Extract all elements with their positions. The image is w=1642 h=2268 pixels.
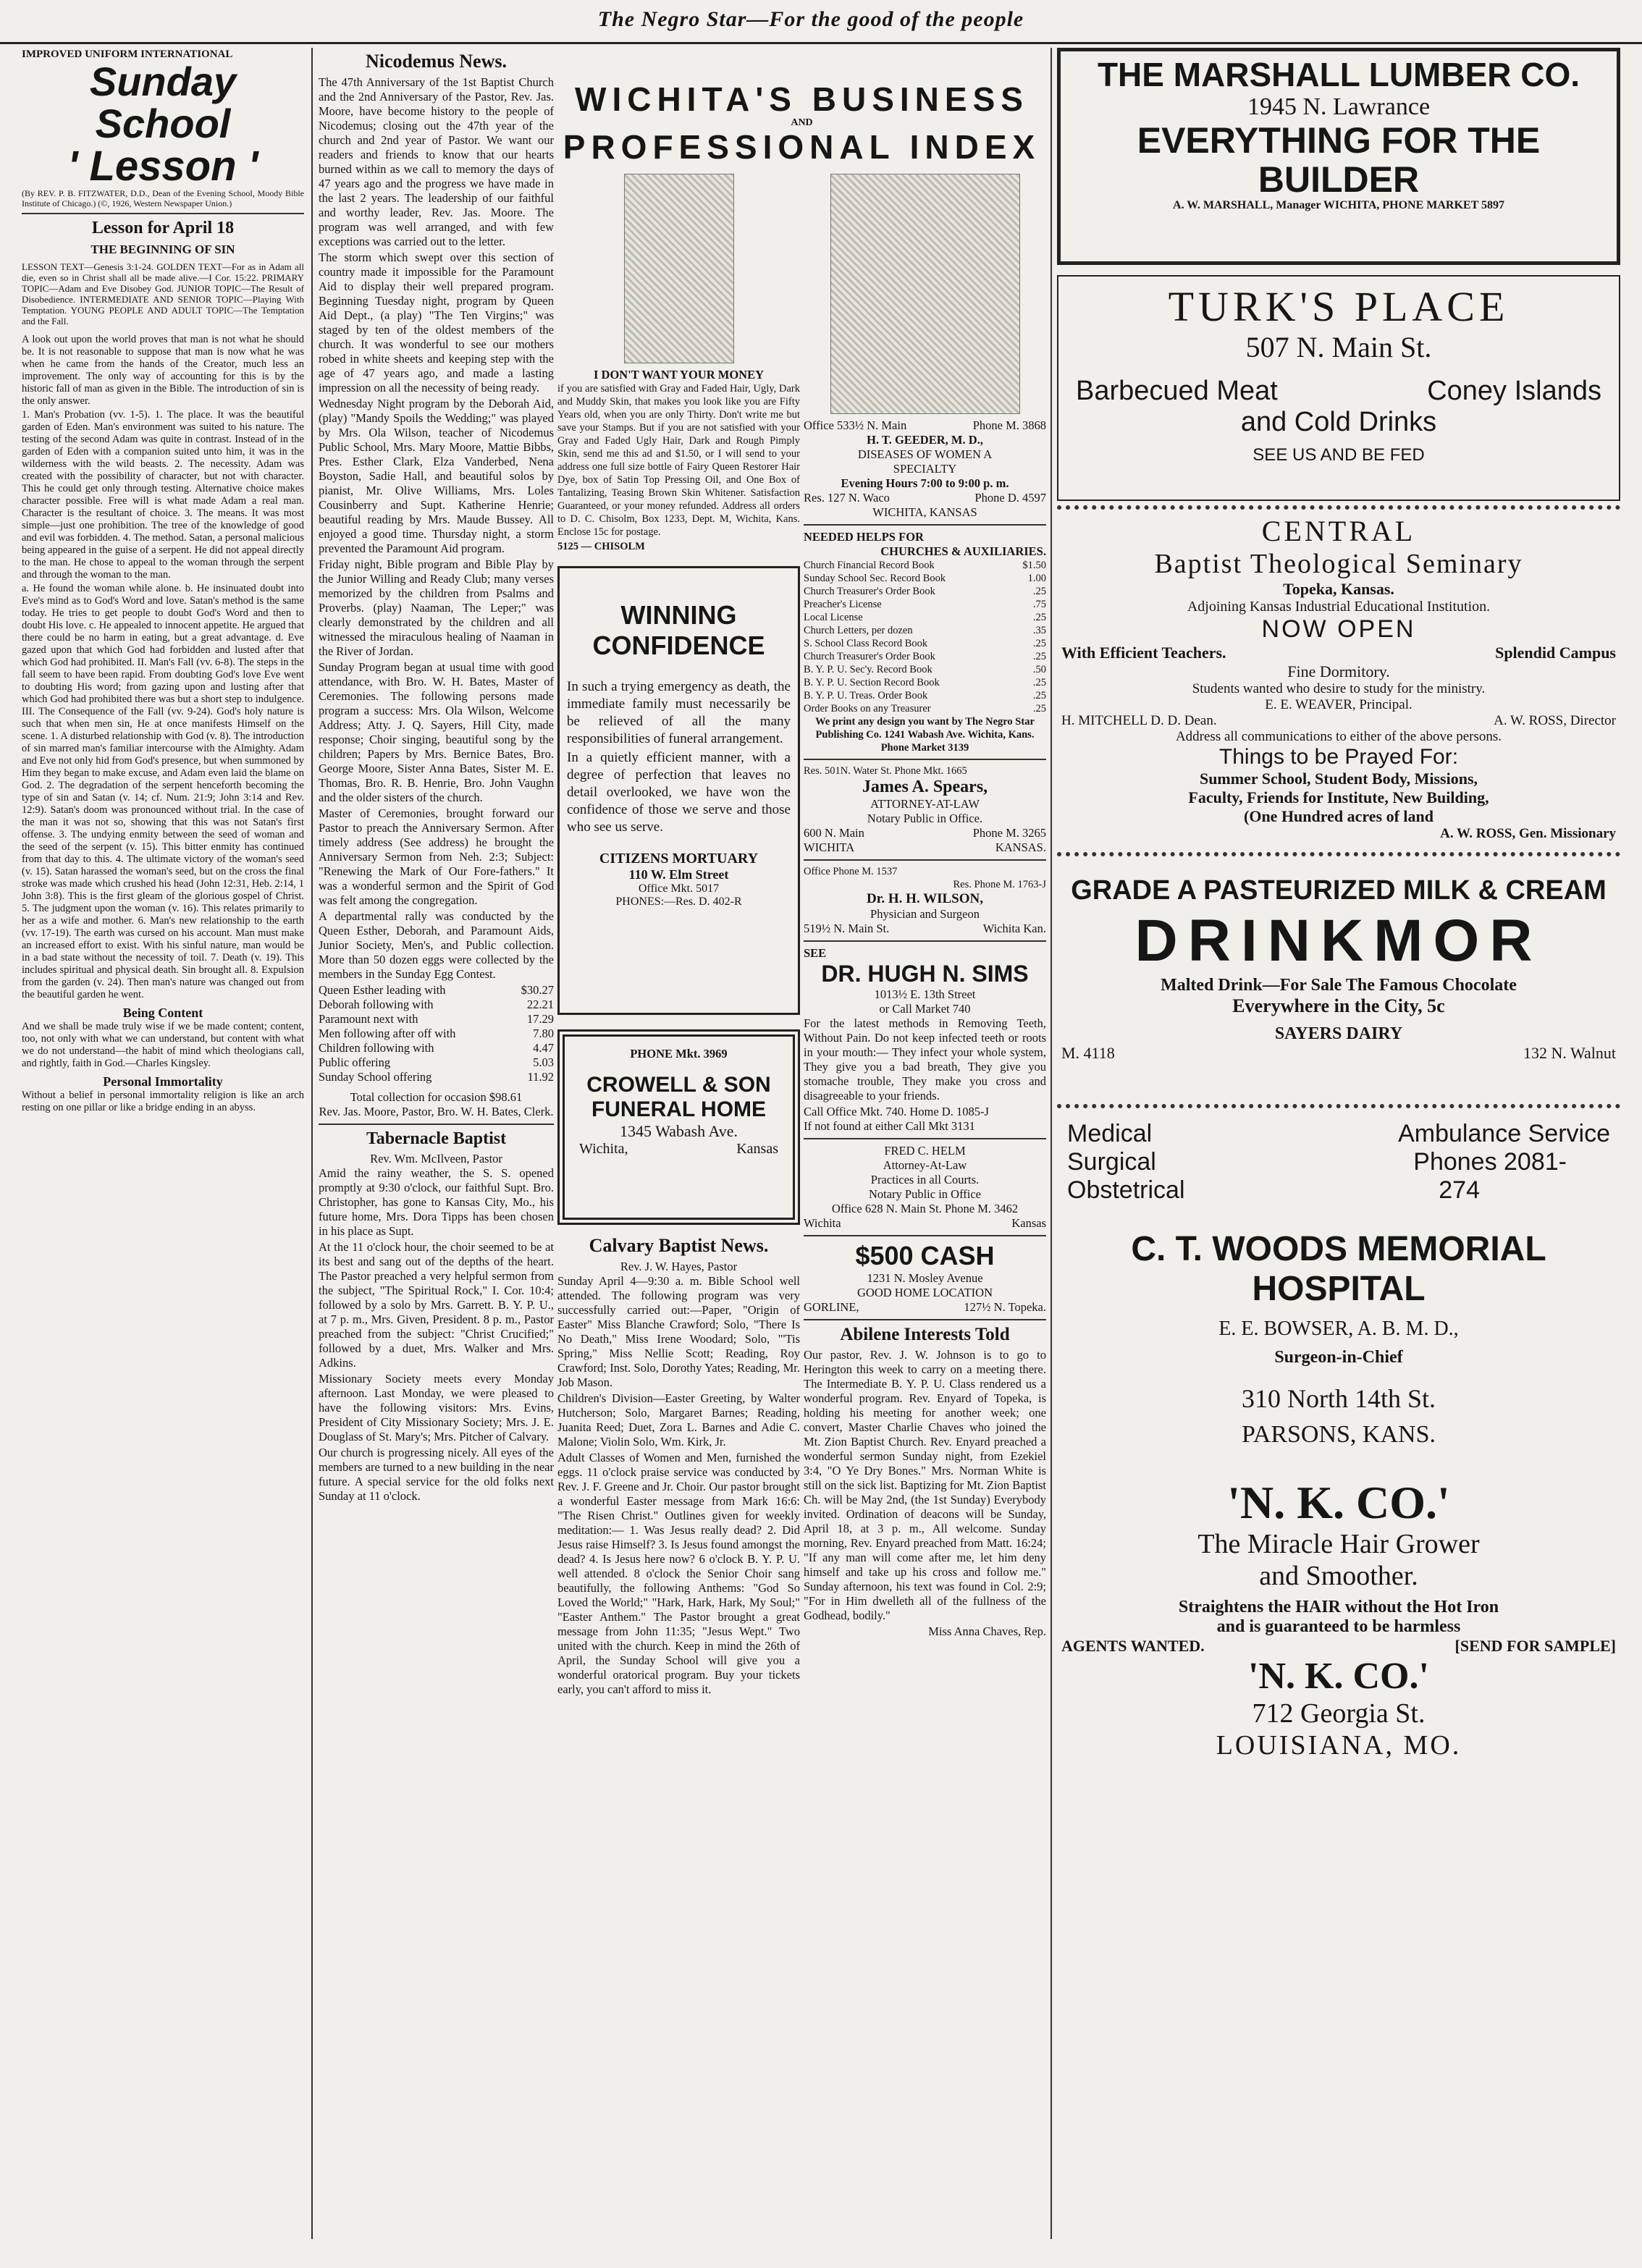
crowell-name: CROWELL & SON xyxy=(586,1073,771,1097)
spears-title: ATTORNEY-AT-LAW xyxy=(870,797,980,811)
collection-row: Sunday School offering 11.92 xyxy=(319,1070,554,1084)
marshall-lumber-ad xyxy=(1057,48,1620,265)
helm-courts: Practices in all Courts. xyxy=(870,1173,980,1186)
abilene-heading: Abilene Interests Told xyxy=(840,1325,1010,1344)
nicodemus-paragraph: Wednesday Night program by the Deborah Aid, (play) "Mandy Spoils the Wedding;" was played by Mrs. Ola Wilson, teacher of Nicodemus Public School, Mrs. Mary Moore, Mattie Bibbs, Pres. Esther Clark, Elza Vanderbed, Nena Boyston, Sadie Hall, and beautiful solos by pianist, Mr. Olive Williams, Mrs. Loles Cousinberry and Supt. Katherine Henrie; beautiful reading by Mrs. Maude Bussey. All enjoyed a good time. Thursday night, a storm prevented the Paramount Aid program. xyxy=(319,397,554,555)
nicodemus-paragraph: A departmental rally was conducted by the Queen Esther, Deborah, and Paramount Aids, Junior Society, Men's, and Public collection. More than 50 dozen eggs were collected by the members in the Sunday Egg Contest. xyxy=(319,909,554,981)
drinkmor-dairy: SAYERS DAIRY xyxy=(1274,1024,1403,1043)
winning-title-1: WINNING xyxy=(620,600,737,630)
woods-city: PARSONS, KANS. xyxy=(1241,1421,1436,1448)
helps-item: Preacher's License .75 xyxy=(804,599,1046,610)
geeder-hours: Evening Hours 7:00 to 9:00 p. m. xyxy=(841,476,1009,490)
geeder-portrait xyxy=(830,174,1020,414)
nk-co-ad xyxy=(1057,1456,1620,1761)
spears-phone: Phone M. 3265 xyxy=(972,826,1046,840)
column-rule xyxy=(311,48,313,2239)
seminary-adjoin: Adjoining Kansas Industrial Educational Institution. xyxy=(1187,599,1491,615)
nicodemus-signoff: Rev. Jas. Moore, Pastor, Bro. W. H. Bates, Clerk. xyxy=(319,1105,554,1118)
nicodemus-paragraph: The 47th Anniversary of the 1st Baptist Church and the 2nd Anniversary of the Pastor, Rev. Jas. Moore, have become history to the people of Nicodemus; closing out the 47th year of the church and 2nd year of Pastor. We want our readers and friends to know that our hearts burned within as we call to memory the days of 47 years ago and the progress we have made in the last 2 years. The leadership of our faithful and worthy leader, Rev. Jas. Moore. The program was well arranged, and with few exceptions was carried out to the letter. xyxy=(319,75,554,248)
winning-paragraph: In a quietly efficient manner, with a degree of perfection that leaves no detail overlooked, we have won the confidence of those we serve and those who see us serve. xyxy=(567,750,791,835)
chisolm-sign: 5125 — CHISOLM xyxy=(557,541,645,552)
winning-address: 110 W. Elm Street xyxy=(628,867,729,882)
tabernacle-paragraph: At the 11 o'clock hour, the choir seemed to be at its best and sang out of the depths of the heart. The Pastor preached a very helpful sermon from the subject, "The Spiritual Rock," I. Cor. 10:4; followed by a solo by Mrs. Garrett. B. Y. P. U., at 7 p. m., Mrs. Given, President. 8 p. m., Pastor preached from the subject: "Christ Crucified;" followed by a duet, Mrs. Walker and Mrs. Adkins. xyxy=(319,1240,554,1370)
collection-row: Paramount next with 17.29 xyxy=(319,1012,554,1026)
helps-item: Local License .25 xyxy=(804,612,1046,623)
immortality-heading: Personal Immortality xyxy=(103,1074,223,1089)
helps-item: Order Books on any Treasurer .25 xyxy=(804,703,1046,714)
geeder-name: H. T. GEEDER, M. D., xyxy=(867,433,983,447)
calvary-heading: Calvary Baptist News. xyxy=(589,1235,769,1256)
woods-title: Surgeon-in-Chief xyxy=(1274,1348,1403,1367)
crowell-funeral-ad xyxy=(557,1029,800,1225)
abilene-sign: Miss Anna Chaves, Rep. xyxy=(928,1624,1046,1638)
drinkmor-line: Malted Drink—For Sale The Famous Chocolate xyxy=(1161,976,1517,995)
ambulance-right: Ambulance Service xyxy=(1398,1120,1610,1147)
collection-table xyxy=(319,983,554,1084)
helps-heading: NEEDED HELPS FOR xyxy=(804,530,924,544)
geeder-city: WICHITA, KANSAS xyxy=(872,505,977,519)
crowell-home: FUNERAL HOME xyxy=(591,1097,767,1121)
nicodemus-paragraph: The storm which swept over this section of country made it impossible for the Paramount Aid to display their well prepared program. Beginning Tuesday night, program by Queen Aid Dept., (a play) "The Ten Virgins;" was staged by ten of the oldest members of the church. It was wonderful to see our mothers robed in white sheets and keeping step with the age of 47 years ago, and made a lasting impression on all the necessity of being ready. xyxy=(319,250,554,395)
nk-tagline: The Miracle Hair Grower xyxy=(1197,1529,1480,1559)
calvary-pastor: Rev. J. W. Hayes, Pastor xyxy=(620,1260,738,1273)
collection-row: Public offering 5.03 xyxy=(319,1055,554,1069)
helm-address: Office 628 N. Main St. Phone M. 3462 xyxy=(831,1202,1019,1215)
woods-hospital-ad xyxy=(1057,1212,1620,1456)
lesson-kicker: IMPROVED UNIFORM INTERNATIONAL xyxy=(22,49,233,60)
calvary-paragraph: Children's Division—Easter Greeting, by Walter Hutcherson; Solo, Margaret Barnes; Reading, Juanita Reed; Duet, Zora L. Barnes and Adie C. Malone; Violin Solo, Wm. Kirk, Jr. xyxy=(557,1391,800,1449)
index-column-left xyxy=(557,174,800,2239)
seminary-ad xyxy=(1057,514,1620,842)
helps-item: Sunday School Sec. Record Book 1.00 xyxy=(804,573,1046,584)
chisolm-portrait xyxy=(624,174,734,363)
seminary-pray-item: Summer School, Student Body, Missions, xyxy=(1199,770,1478,788)
turks-name: TURK'S PLACE xyxy=(1168,283,1510,330)
helm-title: Attorney-At-Law xyxy=(883,1158,967,1172)
geeder-phone: Phone M. 3868 xyxy=(972,418,1046,432)
masthead: The Negro Star—For the good of the people xyxy=(597,7,1024,31)
wilson-title: Physician and Surgeon xyxy=(870,907,980,921)
winning-title-2: CONFIDENCE xyxy=(592,631,765,660)
tabernacle-heading: Tabernacle Baptist xyxy=(366,1129,507,1148)
seminary-wanted: Students wanted who desire to study for the ministry. xyxy=(1192,681,1486,696)
cash-location: GOOD HOME LOCATION xyxy=(857,1286,993,1299)
turks-tagline: SEE US AND BE FED xyxy=(1252,445,1425,465)
turks-item: Coney Islands xyxy=(1427,376,1601,406)
seminary-ross: A. W. ROSS, Gen. Missionary xyxy=(1440,826,1616,841)
helps-footer: We print any design you want by The Negro Star Publishing Co. 1241 Wabash Ave. Wichita, Kans. Phone Market 3139 xyxy=(815,716,1035,754)
seminary-name: Baptist Theological Seminary xyxy=(1154,549,1523,579)
geeder-res-phone: Phone D. 4597 xyxy=(974,491,1046,505)
lesson-subject: THE BEGINNING OF SIN xyxy=(90,243,235,256)
seminary-central: CENTRAL xyxy=(1261,515,1416,547)
crowell-state: Kansas xyxy=(736,1141,778,1157)
helps-item: Church Treasurer's Order Book .25 xyxy=(804,651,1046,662)
spears-address: 600 N. Main xyxy=(804,826,864,840)
nicodemus-paragraph: Master of Ceremonies, brought forward our Pastor to preach the Anniversary Sermon. After timely address (See address) he brought the Anniversary Sermon from Neh. 2:3; Subject: "Renewing the Mark of Our Fore-fathers." It was a wonderful sermon and the Spirit of God was felt among the congregation. xyxy=(319,806,554,907)
helps-item: Church Financial Record Book $1.50 xyxy=(804,560,1046,571)
ambulance-left: Obstetrical xyxy=(1067,1176,1185,1204)
drinkmor-name: DRINKMOR xyxy=(1134,908,1543,974)
lesson-body: A look out upon the world proves that man is not what he should be. It is not reasonable to suppose that man is now what he was when he came from the hands of the Creator, much less an improvement. The only way of accounting for this is by the historic fall of man as given in the Bible. The introduction of sin is the only answer. xyxy=(22,334,304,407)
geeder-res: Res. 127 N. Waco xyxy=(804,491,890,505)
helps-heading: CHURCHES & AUXILIARIES. xyxy=(880,544,1046,558)
chisolm-body: if you are satisfied with Gray and Faded Hair, Ugly, Dark and Muddy Skin, that makes you look like you are Fifty Years old, when you are only Thirty. Don't write me but save your Stamps. But if you are not satisfied with your Gray and Faded Ugly Hair, Dark and Rough Pimply Skin, send me this ad and $1.50, or I will send to your address one full size bottle of Fairy Queen Restorer Hair Dye, box of Satin Top Pressing Oil, and One Box of Tantalizing, Teasing Brown Skin Whitener. Satisfaction Guaranteed, or your money refunded. Address all orders to D. C. Chisolm, Box 1233, Dept. M, Wichita, Kans. Enclose 15c for postage. xyxy=(557,383,800,538)
helps-item: B. Y. P. U. Section Record Book .25 xyxy=(804,677,1046,688)
turks-place-ad xyxy=(1057,275,1620,501)
collection-total: Total collection for occasion $98.61 xyxy=(350,1090,523,1104)
seminary-address: Address all communications to either of the above persons. xyxy=(1175,729,1502,744)
helps-item: S. School Class Record Book .25 xyxy=(804,638,1046,649)
collection-row: Children following with 4.47 xyxy=(319,1041,554,1055)
nk-tagline: Straightens the HAIR without the Hot Iron xyxy=(1178,1598,1499,1616)
sims-note: If not found at either Call Mkt 3131 xyxy=(804,1119,975,1133)
seminary-director: A. W. ROSS, Director xyxy=(1494,713,1616,728)
spears-notary: Notary Public in Office. xyxy=(867,811,983,825)
ambulance-right: Phones 2081- xyxy=(1413,1148,1567,1176)
nicodemus-heading: Nicodemus News. xyxy=(366,51,507,72)
tabernacle-paragraph: Our church is progressing nicely. All eyes of the members are turned to a new building in the near future. A special service for the old folks next Sunday at 11 o'clock. xyxy=(319,1446,554,1503)
tabernacle-paragraph: Amid the rainy weather, the S. S. opened promptly at 9:30 o'clock, our faithful Supt. Bro. Christopher, has gone to Kansas City, Mo., his future home, Mrs. Dora Tipps has been chosen in his place as Supt. xyxy=(319,1166,554,1238)
tabernacle-paragraph: Missionary Society meets every Monday afternoon. Last Monday, we were pleased to have the following visitors: Mrs. Evins, President of City Missionary Society; Mrs. J. E. Douglass of St. Mary's; Mrs. Pitcher of Calvary. xyxy=(319,1372,554,1443)
winning-office: Office Mkt. 5017 xyxy=(638,882,720,895)
cash-name: GORLINE, xyxy=(804,1300,859,1314)
spears-city: WICHITA xyxy=(804,840,855,854)
ambulance-ad xyxy=(1057,1113,1620,1212)
seminary-open: NOW OPEN xyxy=(1261,615,1416,643)
cash-address-2: 127½ N. Topeka. xyxy=(964,1300,1046,1314)
crowell-phone: PHONE Mkt. 3969 xyxy=(630,1047,728,1061)
seminary-pray-heading: Things to be Prayed For: xyxy=(1218,745,1459,769)
spears-name: James A. Spears, xyxy=(862,777,988,796)
drinkmor-line: Everywhere in the City, 5c xyxy=(1232,995,1445,1016)
marshall-manager: A. W. MARSHALL, Manager WICHITA, PHONE MARKET 5897 xyxy=(1173,199,1504,211)
woods-name: C. T. WOODS MEMORIAL HOSPITAL xyxy=(1131,1230,1546,1308)
helm-city: Wichita xyxy=(804,1216,841,1230)
marshall-tagline: BUILDER xyxy=(1258,159,1420,200)
lesson-byline: (By REV. P. B. FITZWATER, D.D., Dean of the Evening School, Moody Bible Institute of Chicago.) (©, 1926, Western Newspaper Union.) xyxy=(22,188,304,208)
helm-notary: Notary Public in Office xyxy=(868,1187,982,1201)
crowell-city: Wichita, xyxy=(579,1141,628,1157)
sims-name: DR. HUGH N. SIMS xyxy=(821,961,1029,987)
ambulance-right: 274 xyxy=(1439,1176,1480,1204)
sims-see: SEE xyxy=(804,946,827,960)
nk-name-2: 'N. K. CO.' xyxy=(1248,1656,1429,1697)
turks-item: and Cold Drinks xyxy=(1240,407,1437,437)
index-title-and: AND xyxy=(791,117,813,128)
helps-list xyxy=(804,559,1046,715)
tabernacle-pastor: Rev. Wm. McIlveen, Pastor xyxy=(370,1152,502,1165)
helps-item: Church Treasurer's Order Book .25 xyxy=(804,586,1046,597)
geeder-office: Office 533½ N. Main xyxy=(804,418,907,432)
index-column-right xyxy=(804,174,1046,2239)
seminary-pray-item: (One Hundred acres of land xyxy=(1244,807,1433,825)
cash-heading: $500 CASH xyxy=(855,1241,995,1270)
seminary-teachers: With Efficient Teachers. xyxy=(1061,644,1226,662)
wilson-address: 519½ N. Main St. xyxy=(804,922,890,935)
nk-agents: AGENTS WANTED. xyxy=(1061,1637,1205,1655)
nk-tagline: and Smoother. xyxy=(1259,1561,1418,1591)
drinkmor-heading: GRADE A PASTEURIZED MILK & CREAM xyxy=(1071,875,1607,906)
geeder-specialty: DISEASES OF WOMEN A xyxy=(857,447,993,461)
woods-doctor: E. E. BOWSER, A. B. M. D., xyxy=(1218,1318,1459,1340)
spears-state: KANSAS. xyxy=(995,840,1046,854)
display-ads-column xyxy=(1057,48,1620,2239)
seminary-campus: Splendid Campus xyxy=(1495,644,1616,662)
helps-item: B. Y. P. U. Sec'y. Record Book .50 xyxy=(804,664,1046,675)
nk-tagline: and is guaranteed to be harmless xyxy=(1216,1617,1461,1636)
winning-firm: CITIZENS MORTUARY xyxy=(599,851,759,867)
nicodemus-paragraph: Friday night, Bible program and Bible Play by the Junior Willing and Ready Club; many verses memorized by the children from Psalms and Proverbs. (play) Naaman, The Leper;" was clearly demonstrated by the children and all witnessed the miraculous healing of Naaman in the River of Jordan. xyxy=(319,557,554,658)
being-content-text: And we shall be made truly wise if we be made content; content, too, not only with what we can understand, but content with what we do not understand—the habit of mind which theologians call, and rightly, faith in God.—Charles Kingsley. xyxy=(22,1021,304,1069)
ambulance-left: Surgical xyxy=(1067,1148,1156,1176)
immortality-text: Without a belief in personal immortality religion is like an arch resting on one pillar or like a bridge ending in an abyss. xyxy=(22,1089,304,1113)
woods-address: 310 North 14th St. xyxy=(1241,1384,1436,1413)
seminary-dorm: Fine Dormitory. xyxy=(1287,662,1390,680)
lesson-body: a. He found the woman while alone. b. He insinuated doubt into Eve's mind as to God's Word and love. Satan's method is the same today. He tries to get people to doubt God's Word and then to doubt His love. c. He appealed to innocent appetite. He argued that there could be no harm in eating, but a great advantage. d. Eve gazed upon that which God had forbidden and lusted after that which God had prohibited. II. Man's Fall (vv. 6-8). The steps in the fall seem to have been rapid. From doubting God's love Eve went to doubting His word; from gazing upon and lusting after that which God had prohibited there was but a short step to indulgence. III. The Consequence of the Fall (vv. 9-24). God's holy nature is such that when men sin, He at once manifests Himself on the scene. 1. A disturbed relationship with God (v. 8). The introduction of sin marred man's familiar intercourse with the Almighty. Adam and Eve not only hid from God's presence, but when summoned by Him they began to make excuse, and Adam even laid the blame on God. 2. The degradation of the serpent henceforth becoming the type of sin and Satan (v. 14; cf. Num. 21:9; John 3:14 and Rev. 12:9). Satan's doom was pronounced without trial. In the case of the man it was not so, showing that this was not Satan's first offense. 3. The undying enmity between the seed of woman and the seed of the serpent (v. 15). This bitter enmity has continued from that day to this. 4. The ultimate victory of the woman's seed (v. 15). Satan harassed the woman's seed, but on the cross the final stroke was made which crushed his head (John 12:31, Heb. 2:14, 1 John 3:8). This is the first gleam of the glorious gospel of Christ. 5. The judgment upon the woman (v. 16). This relates primarily to her as a wife and mother. 6. Man's new relationship to the earth (vv. 17-19). The earth was cursed on his account. Man must make an increased effort to exist. With his sinful nature, man would be in a bad state without the necessity of toil. 7. Death (v. 19). This includes spiritual and physical death. Sin brought all. 8. Expulsion from the garden (v. 24). Then man's nature was changed out from the beautiful garden he went. xyxy=(22,583,304,1000)
winning-phones: PHONES:—Res. D. 402-R xyxy=(615,895,742,908)
seminary-city: Topeka, Kansas. xyxy=(1283,580,1394,598)
collection-row: Men following after off with 7.80 xyxy=(319,1026,554,1040)
cash-address: 1231 N. Mosley Avenue xyxy=(867,1271,983,1285)
winning-confidence-ad xyxy=(557,566,800,1015)
lesson-texts: LESSON TEXT—Genesis 3:1-24. GOLDEN TEXT—For as in Adam all die, even so in Christ shall all be made alive.—I Cor. 15:22. PRIMARY TOPIC—Adam and Eve Disobey God. JUNIOR TOPIC—The Result of Disobedience. INTERMEDIATE AND SENIOR TOPIC—Playing With Temptation. YOUNG PEOPLE AND ADULT TOPIC—The Temptation and the Fall. xyxy=(22,261,304,326)
seminary-principal: E. E. WEAVER, Principal. xyxy=(1265,697,1412,712)
lesson-title-2: ' Lesson ' xyxy=(67,143,258,190)
drinkmor-phone: M. 4118 xyxy=(1061,1044,1115,1062)
lesson-title-1: Sunday School xyxy=(89,59,237,146)
column-rule xyxy=(1051,48,1052,2239)
wilson-city: Wichita Kan. xyxy=(982,922,1046,935)
index-title-2: PROFESSIONAL INDEX xyxy=(563,128,1041,166)
ambulance-left: Medical xyxy=(1067,1120,1153,1147)
being-content-heading: Being Content xyxy=(122,1006,203,1020)
helps-item: Church Letters, per dozen .35 xyxy=(804,625,1046,636)
collection-row: Deborah following with 22.21 xyxy=(319,998,554,1011)
wilson-res: Res. Phone M. 1763-J xyxy=(953,879,1046,890)
sunday-school-column xyxy=(22,48,304,2239)
geeder-specialty: SPECIALTY xyxy=(893,462,957,476)
spears-res: Res. 501N. Water St. Phone Mkt. 1665 xyxy=(804,765,967,777)
crowell-address: 1345 Wabash Ave. xyxy=(619,1122,738,1140)
nk-sample: [SEND FOR SAMPLE] xyxy=(1454,1637,1616,1655)
marshall-address: 1945 N. Lawrance xyxy=(1247,93,1431,120)
chisolm-heading: I DON'T WANT YOUR MONEY xyxy=(593,368,764,381)
drinkmor-address: 132 N. Walnut xyxy=(1523,1044,1616,1062)
church-news-column xyxy=(319,48,554,2239)
nicodemus-paragraph: Sunday Program began at usual time with good attendance, with Bro. W. H. Bates, Master of Ceremonies. The following persons made program a success: Mrs. Ola Wilson, Welcome Address; Atty. J. Q. Sayers, Hill City, made response; Choir singing, beautiful song by the children; Papers by Mrs. Bernice Bates, Bro. George Moore, Sister Anna Bates, Sister M. E. Thomas, Bro. R. B. Henrie, Bro. John Vaughn and the older sisters of the church. xyxy=(319,660,554,804)
sims-phones: Call Office Mkt. 740. Home D. 1085-J xyxy=(804,1105,989,1118)
calvary-paragraph: Adult Classes of Women and Men, furnished the eggs. 11 o'clock praise service was conducted by Rev. J. F. Greene and Jr. Choir. Our pastor brought a wonderful Easter message from Mark 16:6: "The Risen Christ." Outlines given for weekly meditation:— 1. Was Jesus really dead? 2. Did Jesus raise Himself? 3. Is Jesus found amongst the dead? 4. Is Jesus here now? 6 o'clock B. Y. P. U. well attended. 8 o'clock the Senior Choir sang beautifully, the following Anthems: "God So Loved the World;" "Hark, Hark, Hark, My Soul;" "Easter Anthem." The Pastor brought a great message from John 11:35; "Jesus Wept." Two united with the church. Keep in mind the 26th of April, the Sunday School will give you a wonderful oratorical program. Buy your tickets early, you can't afford to miss it. xyxy=(557,1451,800,1696)
marshall-name: THE MARSHALL LUMBER CO. xyxy=(1097,56,1580,93)
sims-call: or Call Market 740 xyxy=(879,1002,971,1016)
nk-name: 'N. K. CO.' xyxy=(1227,1477,1450,1528)
collection-row: Queen Esther leading with $30.27 xyxy=(319,983,554,997)
nk-city: LOUISIANA, MO. xyxy=(1216,1730,1462,1761)
turks-address: 507 N. Main St. xyxy=(1245,331,1432,363)
masthead-bar xyxy=(0,0,1642,44)
calvary-paragraph: Sunday April 4—9:30 a. m. Bible School well attended. The following program was very successfully carried out:—Paper, "Origin of Easter" Miss Blanche Crawford; Solo, "There Is No Death," Miss Irene Woodard; Solo, "'Tis Spring," Miss Nellie Scott; Reading, Roy Crawford; Inst. Solo, Dorothy Yates; Reading, Mr. Job Mason. xyxy=(557,1274,800,1389)
helps-item: B. Y. P. U. Treas. Order Book .25 xyxy=(804,690,1046,701)
marshall-tagline: EVERYTHING FOR THE xyxy=(1137,120,1541,161)
seminary-dean: H. MITCHELL D. D. Dean. xyxy=(1061,713,1217,728)
wilson-office: Office Phone M. 1537 xyxy=(804,866,898,877)
helm-name: FRED C. HELM xyxy=(884,1144,966,1158)
helm-state: Kansas xyxy=(1011,1216,1046,1230)
winning-paragraph: In such a trying emergency as death, the immediate family must necessarily be be relieved of all the many responsibilities of funeral arrangement. xyxy=(567,679,791,746)
business-index-header xyxy=(557,81,1046,165)
lesson-body: 1. Man's Probation (vv. 1-5). 1. The place. It was the beautiful garden of Eden. Man's environment was suited to his nature. The testing of the second Adam was quite in contrast. Instead of in the garden of Eden with a companion suited unto him, it was in the wilderness with the wild beasts. 2. The necessity. Adam was created with the possibility of character, but not with character. This he could get only through testing. Alternative choice makes character possible. Free will is what made Adam a real man. Character is the resultant of choice. 3. The means. It was most simple—just one prohibition. The tree of the knowledge of good and evil was forbidden. 4. The method. Satan, a personal malicious being appeared in the guise of a serpent. He did not appeal directly to the man. He chose to appeal to the woman through the serpent and through the woman to the man. xyxy=(22,409,304,581)
nk-address: 712 Georgia St. xyxy=(1252,1698,1426,1729)
sims-address: 1013½ E. 13th Street xyxy=(874,987,976,1001)
lesson-date: Lesson for April 18 xyxy=(91,219,235,237)
sims-body: For the latest methods in Removing Teeth, Without Pain. Do not keep infected teeth or roots in your mouth:— They infect your whole system, They give you a bad breath, They give you stomache trouble, They make you cross and disagreeable to your friends. xyxy=(804,1016,1046,1103)
seminary-pray-item: Faculty, Friends for Institute, New Building, xyxy=(1188,788,1489,806)
turks-item: Barbecued Meat xyxy=(1076,376,1278,406)
abilene-body: Our pastor, Rev. J. W. Johnson is to go to Herington this week to carry on a meeting there. The Intermediate B. Y. P. U. Class rendered us a wonderful program. Rev. Enyard of Topeka, is holding his meeting for another week; one convert, Master Charlie Chaves who joined the Mt. Zion Baptist Church. Rev. Enyard preached a wonderful sermon Sunday night, from Ezekiel 3:4, "O Ye Dry Bones." Mrs. Norman White is still on the sick list. Baptizing for Mt. Zion Baptist Ch. will be May 2nd, (the 1st Sunday) Everybody invited. Ordination of deacons will be Sunday, April 18, at 3 p. m., All welcome. Sunday morning, Rev. Enyard preached from Matt. 16:24; "If any man will come after me, let him deny himself and take up his cross and follow me." Sunday afternoon, his text was found in Col. 2:9; "For in Him dwelleth all of the fullness of the Godhead, bodily." xyxy=(804,1348,1046,1622)
wilson-name: Dr. H. H. WILSON, xyxy=(866,891,983,906)
index-title-1: WICHITA'S BUSINESS xyxy=(575,80,1029,118)
drinkmor-ad xyxy=(1057,861,1620,1100)
